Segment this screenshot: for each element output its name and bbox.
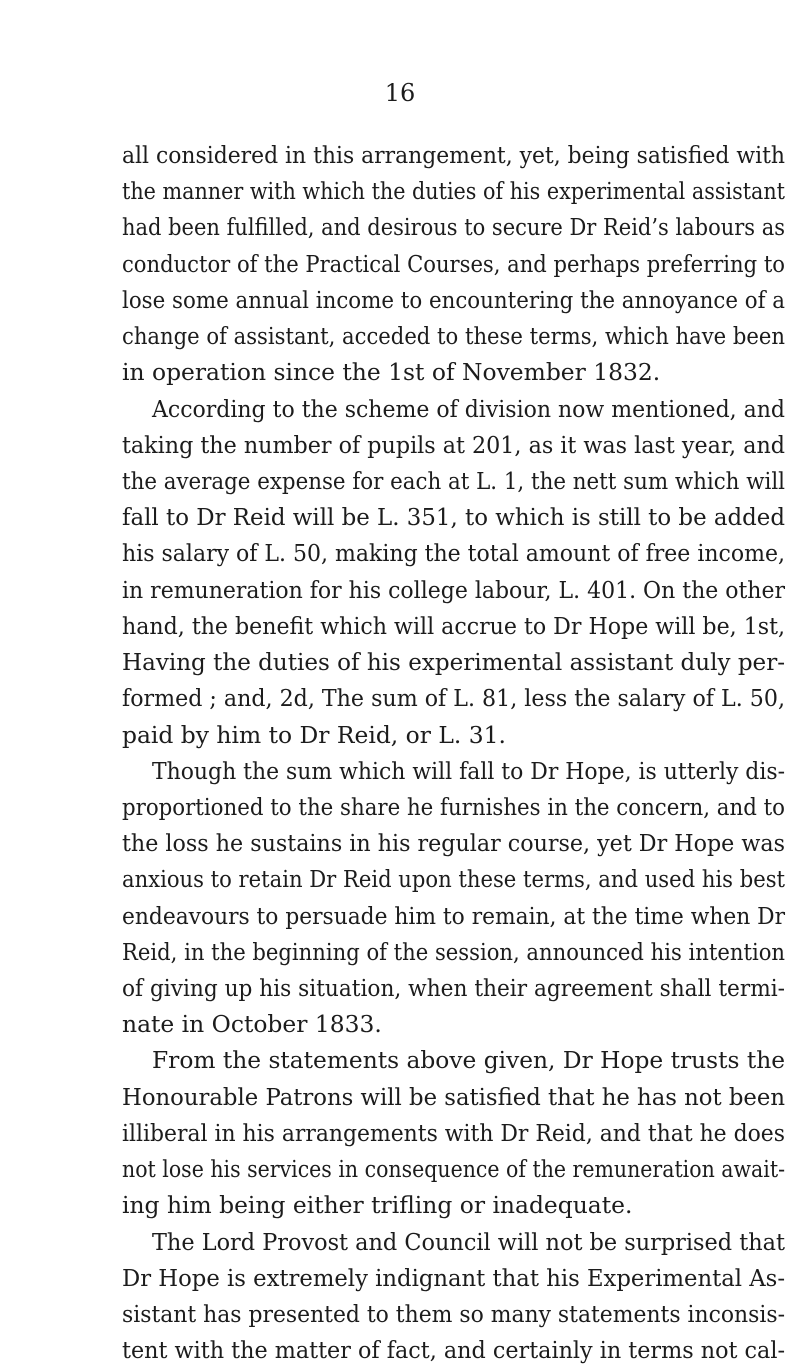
text-line: in operation since the 1st of November 1832. (122, 358, 661, 387)
text-line: Having the duties of his experimental assistant duly per- (122, 648, 785, 677)
page-number: 16 (384, 79, 416, 107)
text-line: change of assistant, acceded to these terms, which have been (122, 322, 785, 351)
text-line: taking the number of pupils at 201, as it was last year, and (122, 430, 785, 459)
text-line: fall to Dr Reid will be L. 351, to which is still to be added (122, 503, 785, 532)
text-line: conductor of the Practical Courses, and perhaps preferring to (122, 249, 785, 278)
text-line: Honourable Patrons will be satisfied that he has not been (122, 1082, 785, 1111)
text-line: sistant has presented to them so many statements inconsis- (122, 1300, 785, 1328)
text-line: Reid, in the beginning of the session, announced his intention (122, 937, 785, 966)
text-line: the manner with which the duties of his experimental assistant (122, 177, 785, 206)
text-line: Dr Hope is extremely indignant that his Experimental As- (122, 1263, 785, 1292)
text-line: the average expense for each at L. 1, the nett sum which will (122, 466, 785, 495)
text-line: proportioned to the share he furnishes in the concern, and to (122, 792, 785, 821)
text-line: The Lord Provost and Council will not be surprised that (152, 1227, 785, 1256)
text-line: of giving up his situation, when their agreement shall termi- (122, 974, 785, 1003)
text-line: not lose his services in consequence of the remuneration await- (122, 1155, 785, 1184)
text-line: From the statements above given, Dr Hope trusts the (152, 1046, 785, 1075)
text-line: ing him being either trifling or inadequate. (122, 1191, 633, 1220)
body-text (122, 137, 785, 1368)
text-line: hand, the benefit which will accrue to Dr Hope will be, 1st, (122, 611, 785, 640)
text-line: formed ; and, 2d, The sum of L. 81, less the salary of L. 50, (122, 684, 785, 713)
text-line: According to the scheme of division now mentioned, and (152, 394, 785, 423)
text-line: had been fulfilled, and desirous to secure Dr Reid’s labours as (122, 213, 785, 242)
text-line: all considered in this arrangement, yet, being satisfied with (122, 141, 785, 169)
text-line: illiberal in his arrangements with Dr Reid, and that he does (122, 1118, 785, 1147)
text-line: nate in October 1833. (122, 1010, 382, 1039)
text-line: anxious to retain Dr Reid upon these terms, and used his best (122, 865, 785, 894)
text-line: endeavours to persuade him to remain, at the time when Dr (122, 901, 785, 930)
text-line: lose some annual income to encountering the annoyance of a (122, 285, 785, 314)
text-line: Though the sum which will fall to Dr Hope, is utterly dis- (152, 756, 785, 785)
text-line: paid by him to Dr Reid, or L. 31. (122, 720, 506, 749)
text-line: in remuneration for his college labour, L. 401. On the other (122, 575, 785, 604)
text-line: tent with the matter of fact, and certainly in terms not cal- (122, 1336, 785, 1365)
text-line: the loss he sustains in his regular course, yet Dr Hope was (122, 829, 785, 858)
text-line: his salary of L. 50, making the total amount of free income, (122, 539, 785, 568)
